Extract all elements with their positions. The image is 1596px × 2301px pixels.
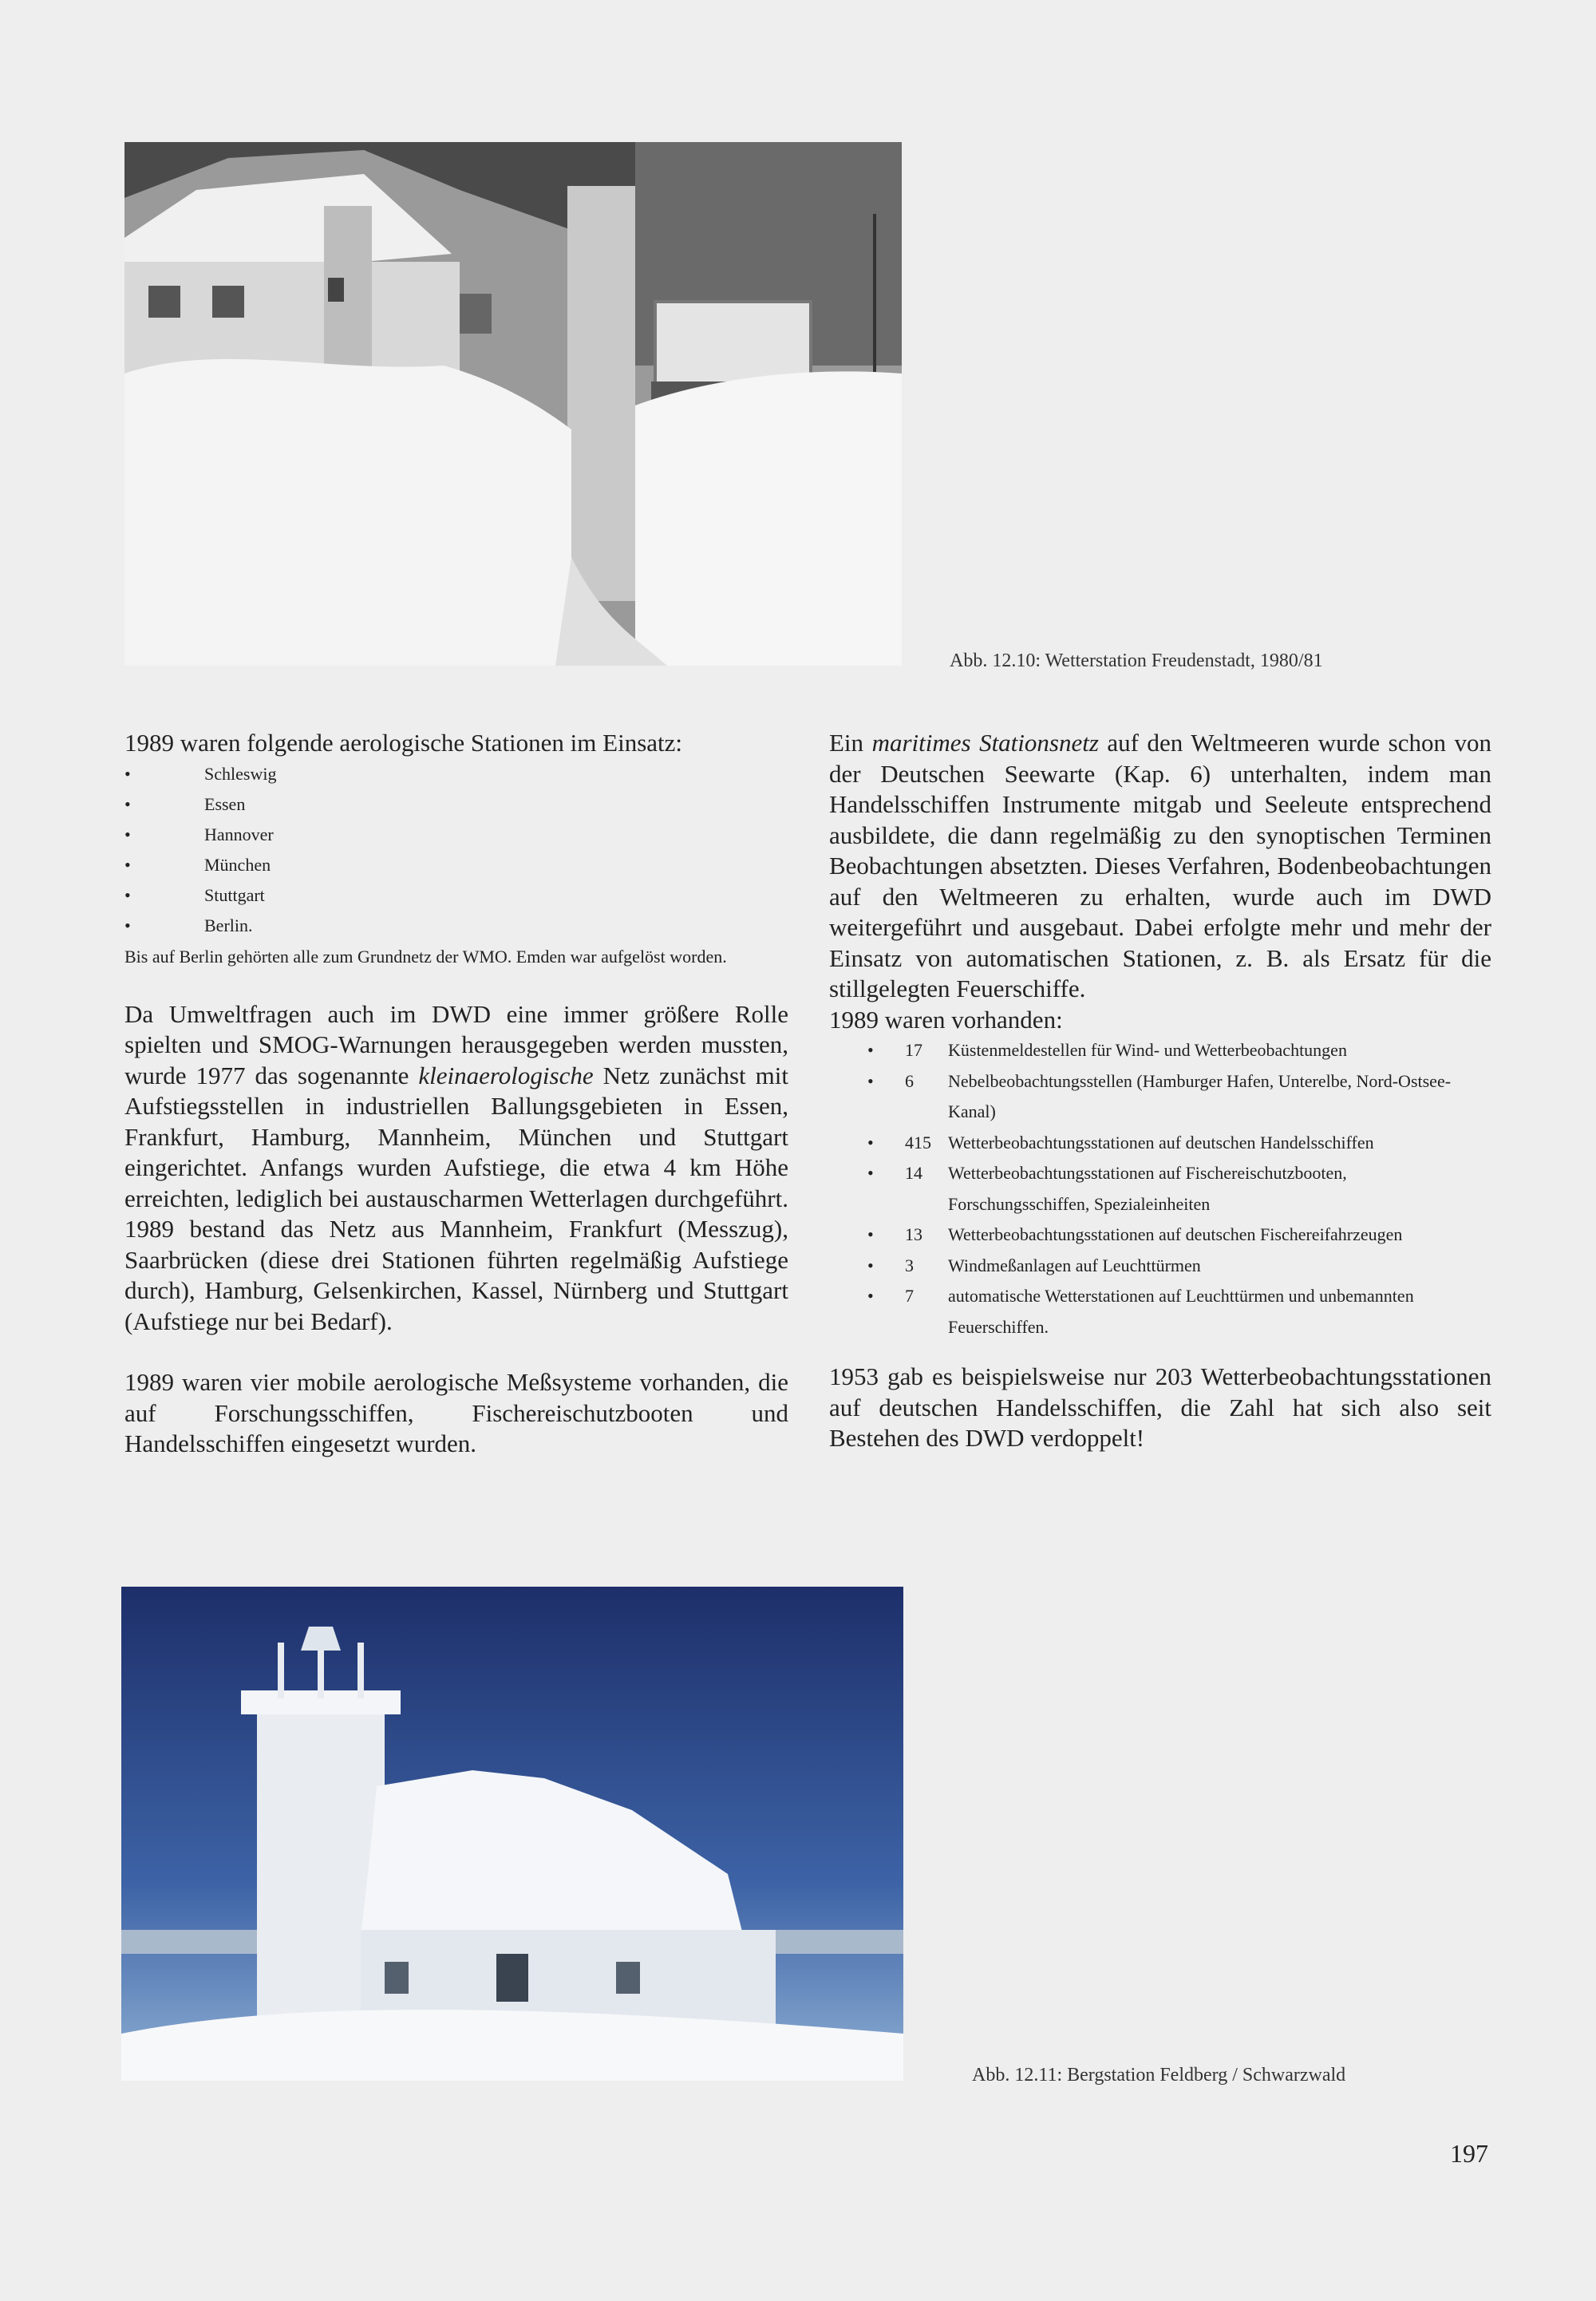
aerological-stations-list [124,759,788,941]
bullet-icon: • [124,854,131,875]
figure-caption-12-10: Abb. 12.10: Wetterstation Freudenstadt, 1980/81 [950,650,1323,671]
bullet-icon: • [867,1040,874,1060]
station-name: Essen [204,793,246,814]
figure-caption-12-11: Abb. 12.11: Bergstation Feldberg / Schwarzwald [972,2065,1346,2086]
station-item [124,759,788,789]
station-item [124,911,788,941]
bullet-icon: • [867,1286,874,1306]
maritime-item [829,1128,1491,1159]
p1-text-before: Da Umweltfragen auch im DWD eine immer größere Rolle spielten und SMOG-Warnungen herausgegeben werden mussten, wurde 1977 das sogenannte [124,999,788,1089]
maritime-text-before: Ein [829,729,872,757]
station-item [124,820,788,850]
item-count: 14 [905,1163,922,1183]
bullet-icon: • [867,1224,874,1244]
station-item [124,789,788,820]
item-description: Nebelbeobachtungsstellen (Hamburger Hafen, Unterelbe, Nord-Ostsee-Kanal) [948,1070,1452,1121]
page-number: 197 [1450,2139,1488,2168]
paragraph-mobile-systems: 1989 waren vier mobile aerologische Meßsysteme vorhanden, die auf Forschungsschiffen, Fischereischutzbooten und Handelsschiffen eingesetzt wurden. [124,1368,788,1457]
maritime-item [829,1251,1491,1282]
item-count: 3 [905,1255,914,1275]
station-name: Schleswig [204,763,277,784]
paragraph-kleinaerologisch [124,999,788,1338]
paragraph-maritime [829,728,1491,1005]
bullet-icon: • [124,884,131,905]
maritime-item [829,1035,1491,1066]
bullet-icon: • [124,763,131,784]
right-column [829,728,1491,1454]
maritime-item [829,1066,1491,1128]
station-item [124,850,788,880]
station-item [124,880,788,911]
item-count: 7 [905,1286,914,1306]
bullet-icon: • [124,824,131,844]
left-column [124,728,788,1460]
item-count: 17 [905,1040,922,1060]
bullet-icon: • [124,793,131,814]
paragraph-1953: 1953 gab es beispielsweise nur 203 Wetterbeobachtungsstationen auf deutschen Handelsschiffen, die Zahl hat sich also seit Bestehen des DWD verdoppelt! [829,1362,1491,1452]
maritime-emphasis: maritimes Stationsnetz [871,729,1099,757]
maritime-item [829,1220,1491,1251]
bullet-icon: • [867,1255,874,1275]
stations-note: Bis auf Berlin gehörten alle zum Grundnetz der WMO. Emden war aufgelöst worden. [124,946,727,967]
station-name: München [204,854,271,875]
bullet-icon: • [867,1070,874,1091]
station-name: Hannover [204,824,274,844]
maritime-item [829,1281,1491,1342]
vorhanden-line: 1989 waren vorhanden: [829,1005,1063,1034]
item-count: 6 [905,1070,914,1091]
p1-text-after: Netz zunächst mit Aufstiegsstellen in industriellen Ballungsgebieten in Essen, Frankfurt, Hamburg, Mannheim, München und Stuttgart eingerichtet. Anfangs wurden Aufstiege, die etwa 4 km Höhe erreichten, lediglich bei austauscharmen Wetterlagen durchgeführt. 1989 bestand das Netz aus Mannheim, Frankfurt (Messzug), Saarbrücken (diese drei Stationen führten regelmäßig Aufstiege durch), Hamburg, Gelsenkirchen, Kassel, Nürnberg und Stuttgart (Aufstiege nur bei Bedarf). [124,1061,789,1335]
item-description: Windmeßanlagen auf Leuchttürmen [948,1255,1201,1275]
item-description: Küstenmeldestellen für Wind- und Wetterbeobachtungen [948,1040,1347,1060]
stations-intro: 1989 waren folgende aerologische Stationen im Einsatz: [124,729,683,757]
maritime-text-after: auf den Weltmeeren wurde schon von der Deutschen Seewarte (Kap. 6) unterhalten, indem man Handelsschiffen Instrumente mitgab und Seeleute entsprechend ausbildete, die dann regelmäßig zu den synoptischen Terminen Beobachtungen absetzten. Dieses Verfahren, Bodenbeobachtungen auf den Weltmeeren zu erhalten, wurde auch im DWD weitergeführt und ausgebaut. Dabei erfolgte mehr und mehr der Einsatz von automatischen Stationen, z. B. als Ersatz für die stillgelegten Feuerschiffe. [829,729,1491,1002]
bullet-icon: • [124,915,131,935]
station-name: Berlin. [204,915,253,935]
photo-feldberg [121,1587,903,2081]
maritime-item [829,1158,1491,1220]
p1-emphasis: kleinaerologische [418,1061,594,1089]
photo-freudenstadt [124,142,902,666]
bullet-icon: • [867,1163,874,1183]
item-description: automatische Wetterstationen auf Leuchttürmen und unbemannten Feuerschiffen. [948,1286,1414,1337]
item-count: 13 [905,1224,922,1244]
bullet-icon: • [867,1132,874,1152]
item-description: Wetterbeobachtungsstationen auf deutschen Handelsschiffen [948,1132,1374,1152]
item-count: 415 [905,1132,931,1152]
item-description: Wetterbeobachtungsstationen auf Fischereischutzbooten, Forschungsschiffen, Spezialeinheiten [948,1163,1347,1214]
maritime-stations-list [829,1035,1491,1342]
station-name: Stuttgart [204,884,265,905]
item-description: Wetterbeobachtungsstationen auf deutschen Fischereifahrzeugen [948,1224,1403,1244]
